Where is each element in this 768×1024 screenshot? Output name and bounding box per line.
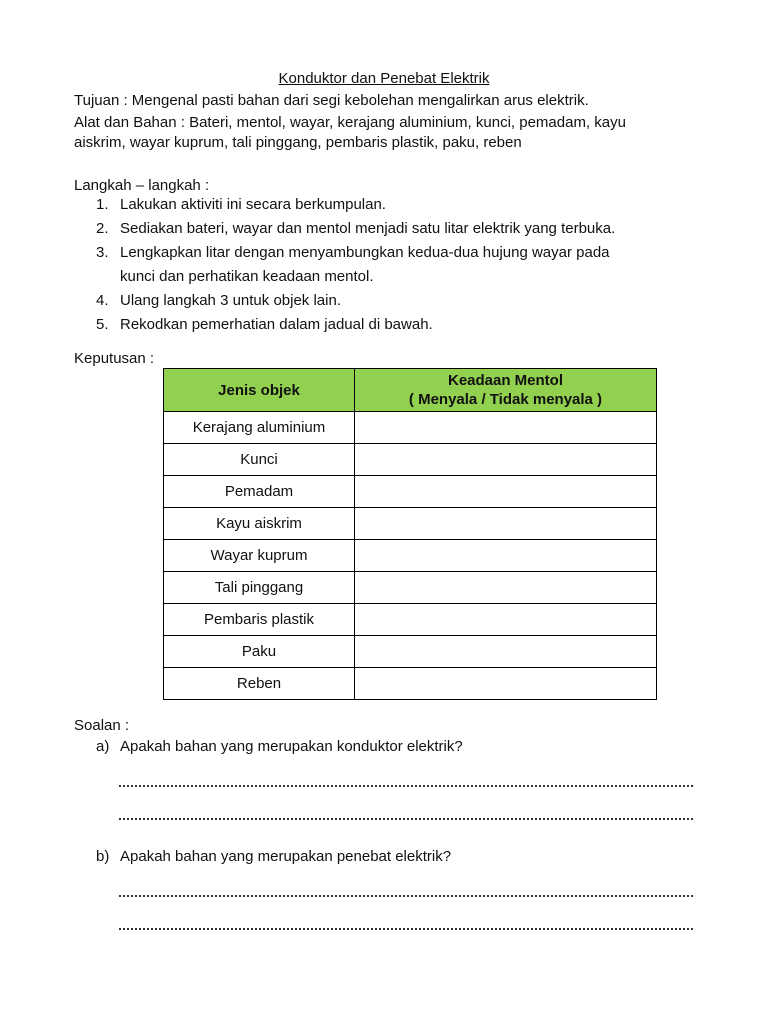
step-number: 1.: [96, 196, 109, 213]
object-name-cell: Kunci: [164, 444, 355, 476]
header-jenis-objek: Jenis objek: [164, 369, 355, 412]
step-text: Rekodkan pemerhatian dalam jadual di bawah.: [120, 316, 433, 333]
object-name-cell: Pemadam: [164, 476, 355, 508]
object-name-cell: Kerajang aluminium: [164, 412, 355, 444]
answer-cell[interactable]: [355, 668, 657, 700]
header-keadaan-line2: ( Menyala / Tidak menyala ): [408, 391, 603, 408]
object-name-cell: Wayar kuprum: [164, 540, 355, 572]
step-item: [74, 289, 714, 313]
answer-cell[interactable]: [355, 476, 657, 508]
question-label: a): [96, 738, 110, 755]
answer-cell[interactable]: [355, 636, 657, 668]
langkah-heading: Langkah – langkah :: [74, 177, 210, 194]
page-title: Konduktor dan Penebat Elektrik: [278, 70, 490, 87]
table-header-row: [164, 369, 657, 412]
soalan-heading: Soalan :: [74, 717, 130, 734]
step-number: 2.: [96, 220, 109, 237]
step-text: Ulang langkah 3 untuk objek lain.: [120, 292, 341, 309]
step-number: 3.: [96, 244, 109, 261]
step-number: 5.: [96, 316, 109, 333]
header-keadaan-mentol: [355, 369, 657, 412]
step-text: Lengkapkan litar dengan menyambungkan kedua-dua hujung wayar pada: [120, 244, 610, 261]
answer-line-a2[interactable]: [119, 818, 693, 820]
object-name-cell: Reben: [164, 668, 355, 700]
answer-cell[interactable]: [355, 604, 657, 636]
step-item: [74, 241, 714, 265]
answer-cell[interactable]: [355, 572, 657, 604]
answer-cell[interactable]: [355, 412, 657, 444]
step-item: [74, 313, 714, 337]
answer-line-b2[interactable]: [119, 928, 693, 930]
step-number: 4.: [96, 292, 109, 309]
object-name-cell: Tali pinggang: [164, 572, 355, 604]
table-row: [164, 636, 657, 668]
question-text: Apakah bahan yang merupakan penebat elektrik?: [120, 848, 452, 865]
answer-line-a1[interactable]: [119, 785, 693, 787]
step-text: Lakukan aktiviti ini secara berkumpulan.: [120, 196, 386, 213]
question-a: [96, 737, 463, 757]
object-name-cell: Pembaris plastik: [164, 604, 355, 636]
question-label: b): [96, 848, 110, 865]
table-row: [164, 668, 657, 700]
table-row: [164, 476, 657, 508]
step-item: [74, 193, 714, 217]
answer-cell[interactable]: [355, 540, 657, 572]
alat-bahan-line-2: aiskrim, wayar kuprum, tali pinggang, pembaris plastik, paku, reben: [74, 134, 522, 151]
answer-cell[interactable]: [355, 508, 657, 540]
header-keadaan-line1: Keadaan Mentol: [447, 372, 564, 389]
observation-table: [163, 368, 657, 700]
tujuan-text: Tujuan : Mengenal pasti bahan dari segi kebolehan mengalirkan arus elektrik.: [74, 92, 589, 109]
table-row: [164, 508, 657, 540]
table-row: [164, 412, 657, 444]
table-row: [164, 604, 657, 636]
object-name-cell: Kayu aiskrim: [164, 508, 355, 540]
step-item: [74, 217, 714, 241]
steps-list: [74, 193, 714, 337]
alat-bahan-line-1: Alat dan Bahan : Bateri, mentol, wayar, kerajang aluminium, kunci, pemadam, kayu: [74, 114, 626, 131]
question-b: [96, 847, 451, 867]
table-row: [164, 540, 657, 572]
keputusan-heading: Keputusan :: [74, 350, 155, 367]
answer-cell[interactable]: [355, 444, 657, 476]
table-row: [164, 572, 657, 604]
step-text: Sediakan bateri, wayar dan mentol menjadi satu litar elektrik yang terbuka.: [120, 220, 616, 237]
step-text: kunci dan perhatikan keadaan mentol.: [120, 268, 374, 285]
question-text: Apakah bahan yang merupakan konduktor elektrik?: [120, 738, 463, 755]
step-item-continuation: [74, 265, 714, 289]
object-name-cell: Paku: [164, 636, 355, 668]
table-row: [164, 444, 657, 476]
answer-line-b1[interactable]: [119, 895, 693, 897]
